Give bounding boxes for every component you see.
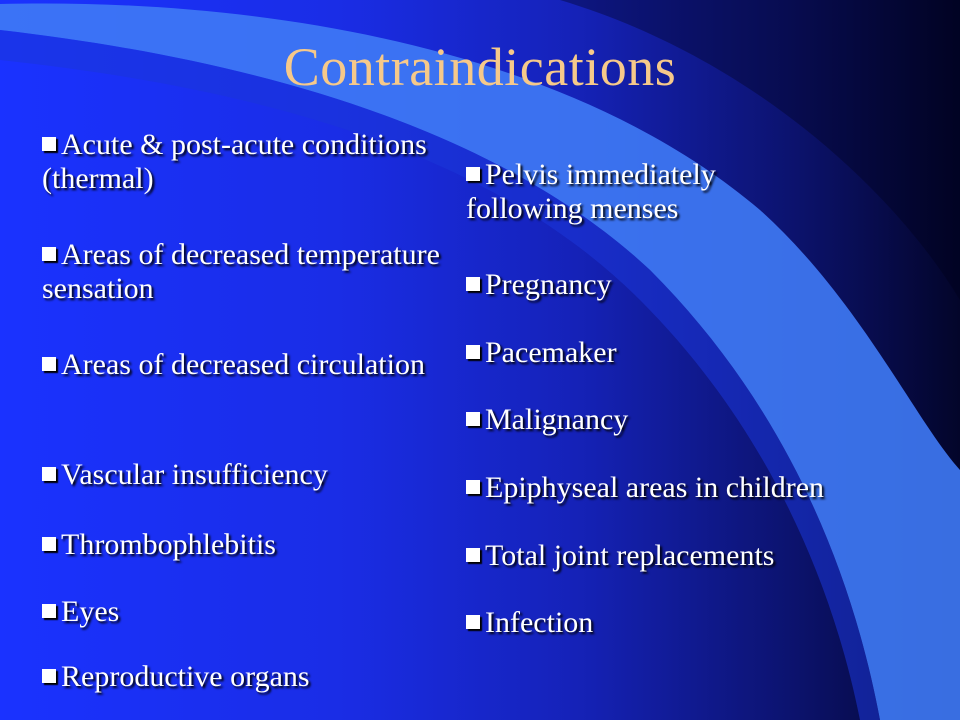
list-item <box>466 539 774 573</box>
list-item <box>466 403 628 437</box>
list-item <box>42 238 442 306</box>
list-item <box>42 348 425 382</box>
list-item-text: Areas of decreased temperature sensation <box>42 238 440 305</box>
list-item-text: Acute & post-acute conditions (thermal) <box>42 128 427 195</box>
list-item-text: Pregnancy <box>485 268 612 301</box>
list-item-text: Infection <box>485 606 594 639</box>
list-item-text: Eyes <box>61 595 120 628</box>
list-item <box>42 595 119 629</box>
list-item-text: Pacemaker <box>485 336 617 369</box>
square-bullet-icon <box>42 357 56 371</box>
square-bullet-icon <box>466 548 480 562</box>
list-item-text: Reproductive organs <box>61 660 310 693</box>
square-bullet-icon <box>42 247 56 261</box>
list-item <box>466 336 617 370</box>
list-item-text: Vascular insufficiency <box>61 458 328 491</box>
square-bullet-icon <box>466 412 480 426</box>
list-item <box>466 268 612 302</box>
list-item <box>42 128 442 196</box>
list-item <box>466 471 824 505</box>
list-item-text: Epiphyseal areas in children <box>485 471 825 504</box>
slide-title: Contraindications <box>283 37 677 97</box>
list-item <box>466 158 806 226</box>
square-bullet-icon <box>42 604 56 618</box>
square-bullet-icon <box>466 615 480 629</box>
list-item <box>466 606 593 640</box>
square-bullet-icon <box>466 277 480 291</box>
list-item <box>42 660 310 694</box>
list-item-text: Thrombophlebitis <box>61 528 276 561</box>
square-bullet-icon <box>42 669 56 683</box>
list-item-text: Areas of decreased circulation <box>61 348 425 381</box>
square-bullet-icon <box>42 467 56 481</box>
list-item <box>42 458 328 492</box>
square-bullet-icon <box>42 537 56 551</box>
list-item-text: Pelvis immediately following menses <box>466 158 716 225</box>
list-item-text: Malignancy <box>485 403 629 436</box>
square-bullet-icon <box>466 345 480 359</box>
square-bullet-icon <box>42 137 56 151</box>
square-bullet-icon <box>466 480 480 494</box>
list-item-text: Total joint replacements <box>485 539 775 572</box>
list-item <box>42 528 276 562</box>
square-bullet-icon <box>466 167 480 181</box>
